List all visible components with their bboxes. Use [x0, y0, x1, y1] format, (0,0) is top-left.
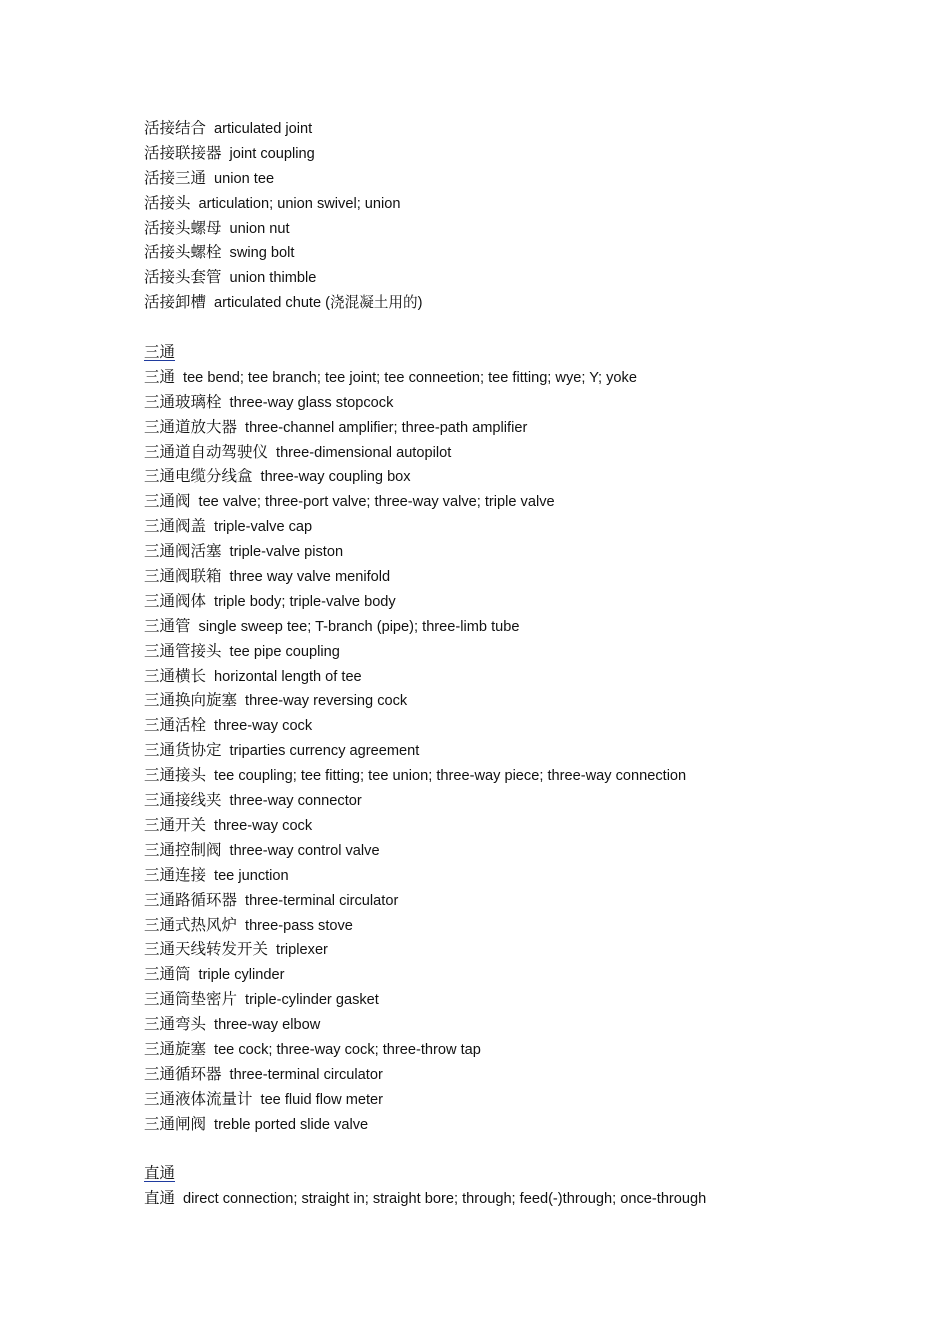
section-tee — [144, 340, 904, 1137]
entry-line — [144, 813, 904, 838]
document-page — [144, 116, 904, 1211]
entry-line — [144, 713, 904, 738]
entry-line — [144, 738, 904, 763]
entry-chinese: 三通阀体 — [144, 591, 207, 610]
entry-line — [144, 216, 904, 241]
entry-chinese: 三通货协定 — [144, 741, 222, 760]
entry-line — [144, 564, 904, 589]
entry-english: triple cylinder — [198, 967, 285, 984]
entry-english: joint coupling — [229, 145, 315, 162]
entry-chinese: 三通控制阀 — [144, 840, 222, 859]
entry-english: three-way glass stopcock — [229, 394, 394, 411]
entry-chinese: 三通开关 — [144, 815, 207, 834]
entry-line — [144, 489, 904, 514]
entry-line — [144, 1037, 904, 1062]
entry-english: three-terminal circulator — [245, 892, 399, 909]
entry-english: articulation; union swivel; union — [198, 195, 401, 212]
entry-line — [144, 265, 904, 290]
entry-english: direct connection; straight in; straight bore; through; feed(-)through; once-through — [183, 1191, 707, 1208]
entry-english: union thimble — [229, 270, 317, 287]
entry-chinese: 活接头螺栓 — [144, 243, 222, 262]
entry-chinese: 活接头 — [144, 193, 191, 212]
section-heading-link[interactable]: 直通 — [144, 1164, 176, 1183]
entry-chinese: 三通连接 — [144, 865, 207, 884]
entry-english: single sweep tee; T-branch (pipe); three-limb tube — [198, 618, 520, 635]
entry-line — [144, 514, 904, 539]
entry-english: tee cock; three-way cock; three-throw tap — [214, 1041, 481, 1058]
entry-chinese: 三通筒 — [144, 965, 191, 984]
entry-english: three-pass stove — [245, 917, 353, 934]
entry-chinese: 三通循环器 — [144, 1064, 222, 1083]
entry-english: triple-valve cap — [214, 519, 313, 536]
entry-line — [144, 987, 904, 1012]
entry-chinese: 活接头套管 — [144, 268, 222, 287]
section-heading-line — [144, 340, 904, 365]
entry-chinese: 三通路循环器 — [144, 890, 238, 909]
entry-english: tee bend; tee branch; tee joint; tee conneetion; tee fitting; wye; Y; yoke — [183, 369, 637, 386]
entry-chinese: 三通接头 — [144, 766, 207, 785]
entry-english: treble ported slide valve — [214, 1116, 369, 1133]
entry-chinese: 三通管 — [144, 616, 191, 635]
entry-english: three-way cock — [214, 718, 313, 735]
entry-english: triple-valve piston — [229, 544, 344, 561]
entry-chinese: 三通阀联箱 — [144, 567, 222, 586]
entry-chinese: 活接三通 — [144, 168, 207, 187]
entry-english: three-dimensional autopilot — [276, 444, 452, 461]
section-heading-link[interactable]: 三通 — [144, 343, 176, 362]
section-spacer — [144, 315, 904, 340]
entry-line — [144, 888, 904, 913]
entry-chinese: 三通 — [144, 367, 176, 386]
entry-line — [144, 1062, 904, 1087]
section-union-joints — [144, 116, 904, 315]
entry-chinese: 三通玻璃栓 — [144, 392, 222, 411]
entry-chinese: 活接卸槽 — [144, 293, 207, 312]
entry-line — [144, 913, 904, 938]
entry-english: three-way reversing cock — [245, 693, 408, 710]
entry-line — [144, 838, 904, 863]
entry-line — [144, 664, 904, 689]
entry-line — [144, 788, 904, 813]
entry-english: union nut — [229, 220, 290, 237]
entry-chinese: 三通式热风炉 — [144, 915, 238, 934]
entry-english: three way valve menifold — [229, 569, 391, 586]
entry-chinese: 活接结合 — [144, 119, 207, 137]
entry-line — [144, 1012, 904, 1037]
entry-chinese: 三通电缆分线盒 — [144, 467, 253, 486]
entry-line — [144, 116, 904, 141]
entry-english: triple body; triple-valve body — [214, 593, 396, 610]
entry-line — [144, 863, 904, 888]
entry-english: tee pipe coupling — [229, 643, 340, 660]
entry-line — [144, 440, 904, 465]
entry-chinese: 三通活栓 — [144, 716, 207, 735]
entry-chinese: 活接头螺母 — [144, 218, 222, 237]
entry-english: union tee — [214, 170, 275, 187]
entry-chinese: 三通筒垫密片 — [144, 990, 238, 1009]
entry-line — [144, 464, 904, 489]
entry-chinese: 三通阀盖 — [144, 517, 207, 536]
entry-english: three-way coupling box — [260, 469, 411, 486]
entry-line — [144, 415, 904, 440]
entry-line — [144, 639, 904, 664]
entry-chinese: 三通道放大器 — [144, 417, 238, 436]
entry-english: tee coupling; tee fitting; tee union; three-way piece; three-way connection — [214, 768, 687, 785]
entry-chinese: 三通管接头 — [144, 641, 222, 660]
entry-english: horizontal length of tee — [214, 668, 362, 685]
entry-line — [144, 1112, 904, 1137]
entry-chinese: 三通旋塞 — [144, 1039, 207, 1058]
entry-english: triparties currency agreement — [229, 743, 420, 760]
entry-english: three-terminal circulator — [229, 1066, 383, 1083]
entry-english: tee fluid flow meter — [260, 1091, 383, 1108]
entry-line — [144, 937, 904, 962]
entry-line — [144, 962, 904, 987]
entry-chinese: 活接联接器 — [144, 143, 222, 162]
entry-chinese: 三通弯头 — [144, 1015, 207, 1034]
entry-chinese: 直通 — [144, 1189, 176, 1208]
entry-line — [144, 1186, 904, 1211]
entry-line — [144, 688, 904, 713]
entry-line — [144, 614, 904, 639]
entry-chinese: 三通阀活塞 — [144, 542, 222, 561]
entry-english: three-channel amplifier; three-path amplifier — [245, 419, 528, 436]
entry-line — [144, 1087, 904, 1112]
entry-english: tee junction — [214, 867, 289, 884]
entry-line — [144, 191, 904, 216]
entry-english: three-way connector — [229, 793, 362, 810]
entry-chinese: 三通接线夹 — [144, 791, 222, 810]
section-heading-line — [144, 1161, 904, 1186]
entry-english: three-way elbow — [214, 1017, 321, 1034]
entry-english: articulated chute (浇混凝土用的) — [214, 295, 423, 312]
entry-chinese: 三通换向旋塞 — [144, 691, 238, 710]
entry-english: three-way control valve — [229, 842, 380, 859]
section-spacer — [144, 1137, 904, 1162]
section-through — [144, 1161, 904, 1211]
entry-english: articulated joint — [214, 121, 313, 137]
entry-chinese: 三通天线转发开关 — [144, 940, 269, 959]
entry-english: triple-cylinder gasket — [245, 992, 379, 1009]
entry-english: tee valve; three-port valve; three-way valve; triple valve — [198, 494, 555, 511]
entry-english: three-way cock — [214, 817, 313, 834]
entry-line — [144, 166, 904, 191]
entry-line — [144, 240, 904, 265]
entry-line — [144, 365, 904, 390]
entry-line — [144, 390, 904, 415]
entry-chinese: 三通阀 — [144, 492, 191, 511]
entry-chinese: 三通横长 — [144, 666, 207, 685]
entry-line — [144, 539, 904, 564]
entry-english: swing bolt — [229, 245, 295, 262]
entry-line — [144, 589, 904, 614]
entry-english: triplexer — [276, 942, 328, 959]
entry-chinese: 三通闸阀 — [144, 1114, 207, 1133]
entry-chinese: 三通道自动驾驶仪 — [144, 442, 269, 461]
entry-line — [144, 763, 904, 788]
entry-line — [144, 290, 904, 315]
entry-line — [144, 141, 904, 166]
entry-chinese: 三通液体流量计 — [144, 1089, 253, 1108]
